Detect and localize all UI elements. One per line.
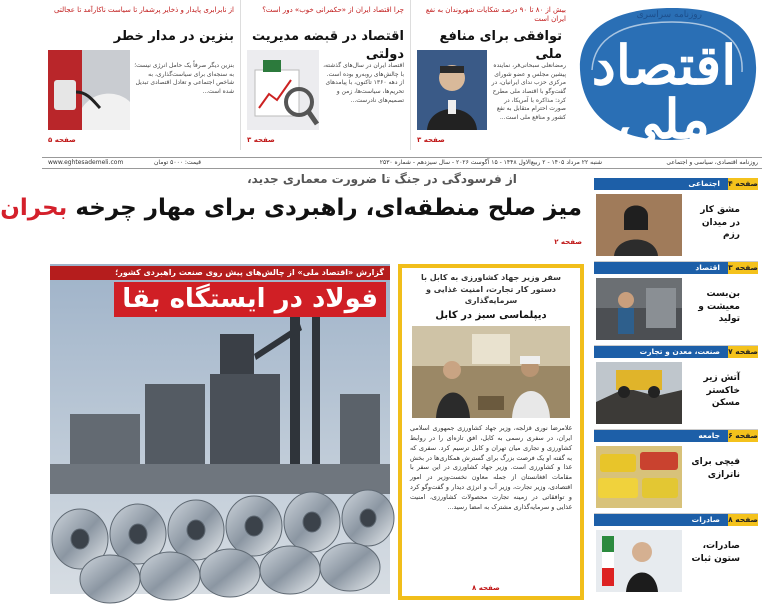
- kabul-page-ref[interactable]: صفحه ۸: [472, 584, 500, 592]
- section-header: [594, 430, 758, 442]
- masthead[interactable]: [572, 0, 762, 150]
- section-label: جامعه: [698, 431, 720, 440]
- teaser-photo: [417, 50, 487, 130]
- teaser-kicker: بیش از ۸۰ تا ۹۰ درصد شکایات شهروندان به نفع ایران است: [425, 6, 566, 24]
- section-label: صنعت، معدن و تجارت: [639, 347, 720, 356]
- section-page-ref[interactable]: صفحه ۸: [728, 515, 758, 524]
- steel-story[interactable]: [50, 264, 390, 594]
- headline-text: میز صلح منطقه‌ای، راهبردی برای مهار چرخه: [67, 195, 582, 221]
- teaser-page-ref[interactable]: صفحه ۳: [417, 136, 445, 144]
- sidebar-sections: [594, 178, 758, 604]
- teaser-story-1[interactable]: [410, 0, 572, 150]
- website-link[interactable]: www.eghtesademeli.com: [48, 159, 124, 166]
- teaser-story-2[interactable]: [240, 0, 410, 150]
- sidebar-item-society[interactable]: [594, 430, 758, 514]
- section-header: [594, 262, 758, 274]
- teaser-page-ref[interactable]: صفحه ۳: [247, 136, 275, 144]
- lead-overline: از فرسودگی در جنگ تا ضرورت معماری جدید،: [247, 172, 517, 186]
- sidebar-item-exports[interactable]: [594, 514, 758, 598]
- section-title[interactable]: صادرات، ستون ثبات: [691, 541, 740, 564]
- teaser-title[interactable]: توافقی برای منافع ملی: [439, 29, 562, 62]
- teaser-title[interactable]: بنزین در مدار خطر: [113, 29, 234, 44]
- section-header: [594, 514, 758, 526]
- teaser-page-ref[interactable]: صفحه ۵: [48, 136, 76, 144]
- section-header: [594, 346, 758, 358]
- teaser-photo: [48, 50, 130, 130]
- sidebar-item-industry[interactable]: [594, 346, 758, 430]
- section-label: صادرات: [691, 515, 720, 524]
- headline-highlight: بحران: [0, 195, 68, 221]
- section-label: اقتصاد: [695, 263, 720, 272]
- paper-type: روزنامه اقتصادی، سیاسی و اجتماعی: [666, 159, 758, 166]
- sidebar-item-social[interactable]: [594, 178, 758, 262]
- section-header: [594, 178, 758, 190]
- issue-price: قیمت: ۵۰۰۰ تومان: [154, 159, 201, 166]
- section-label: اجتماعی: [688, 179, 720, 188]
- section-title[interactable]: مشق کار در میدان رزم: [700, 205, 740, 241]
- issue-date: شنبه ۲۲ مرداد ۱۴۰۵ - ۲ ربیع‌الاول ۱۴۴۸ - ۱۵ آگوست ۲۰۲۶ - سال سیزدهم - شماره ۲۵۳۰: [379, 159, 602, 166]
- teaser-title[interactable]: اقتصاد در قبضه مدیریت دولتی: [251, 29, 404, 62]
- masthead-title: اقتصاد ملی: [591, 33, 737, 151]
- section-page-ref[interactable]: صفحه ۷: [728, 347, 758, 356]
- section-photo: [596, 194, 682, 256]
- teaser-story-3[interactable]: [42, 0, 240, 150]
- kabul-body: غلامرضا نوری قزلجه، وزیر جهاد کشاورزی جمهوری اسلامی ایران، در سفری رسمی به کابل، افق تازه‌ای را در روابط کشاورزی و تجاری میان تهران و کابل ترسیم کرد. سفری که به گفته او یک فرصت بزرگ برای گسترش همکاری‌ها در بخش غذا و کشاورزی است. وزیر جهاد کشاورزی در این سفر با مقامات افغانستان از جمله معاون نخست‌وزیر در امور اقتصادی، وزیر تجارت، وزیر آب و انرژی دیدار و گفت‌وگو کرد و توافقاتی در زمینه تجارت محصولات کشاورزی، امنیت غذایی و سرمایه‌گذاری مشترک به امضا رسید...: [410, 423, 572, 512]
- section-photo: [596, 362, 682, 424]
- teaser-kicker: چرا اقتصاد ایران از «حکمرانی خوب» دور است؟: [262, 6, 404, 14]
- section-page-ref[interactable]: صفحه ۳: [728, 263, 758, 272]
- teaser-body: رمضانعلی سبحانی‌فر، نماینده پیشین مجلس و عضو شورای مرکزی حزب ندای ایرانیان، در گفت‌وگو با اقتصاد ملی مطرح کرد: مذاکره با آمریکا، در صورت احترام متقابل به نفع کشور و منافع ملی است...: [491, 62, 566, 122]
- teaser-body: بنزین دیگر صرفاً یک حامل انرژی نیست؛ به سنجه‌ای برای سیاست‌گذاری، به شاخص اجتماعی و تعادل اقتصادی تبدیل شده است...: [134, 62, 234, 96]
- kabul-title[interactable]: دیپلماسی سبز در کابل: [435, 309, 547, 321]
- kabul-meeting-photo: [412, 326, 570, 418]
- teaser-photo: [247, 50, 319, 130]
- section-title[interactable]: فیچی برای ناترازی: [691, 457, 740, 480]
- issue-info-bar: [42, 157, 762, 169]
- teaser-body: اقتصاد ایران در سال‌های گذشته، با چالش‌های روبه‌رو بوده است. از دهه ۱۳۶۰ تاکنون، با پیامدهای تحریم‌ها، سیاست‌ها، زمن و تصمیم‌های نادرست...: [323, 62, 404, 104]
- kabul-story[interactable]: [398, 264, 584, 600]
- section-title[interactable]: آتش زیر خاکستر مسکن: [703, 373, 740, 409]
- section-page-ref[interactable]: صفحه ۴: [728, 179, 758, 188]
- steel-title[interactable]: فولاد در ایستگاه بقا: [114, 282, 386, 317]
- lead-page-ref[interactable]: صفحه ۲: [554, 238, 582, 246]
- sidebar-item-economy[interactable]: [594, 262, 758, 346]
- section-photo: [596, 530, 682, 592]
- masthead-subtitle: روزنامه سراسری: [636, 10, 702, 20]
- steel-kicker: گزارش «اقتصاد ملی» از چالش‌های پیش روی صنعت راهبردی کشور؛: [50, 266, 390, 280]
- kabul-kicker: سفر وزیر جهاد کشاورزی به کابل با دستور کار تجارت، امنیت غذایی و سرمایه‌گذاری: [420, 273, 561, 306]
- teaser-kicker: از نابرابری پایدار و ذخایر پرشمار تا سیاست ناکارآمد تا عجالتی: [54, 6, 234, 14]
- lead-headline[interactable]: [0, 192, 582, 224]
- section-photo: [596, 446, 682, 508]
- section-page-ref[interactable]: صفحه ۶: [728, 431, 758, 440]
- section-title[interactable]: بن‌بست معیشت و تولید: [698, 289, 740, 325]
- section-photo: [596, 278, 682, 340]
